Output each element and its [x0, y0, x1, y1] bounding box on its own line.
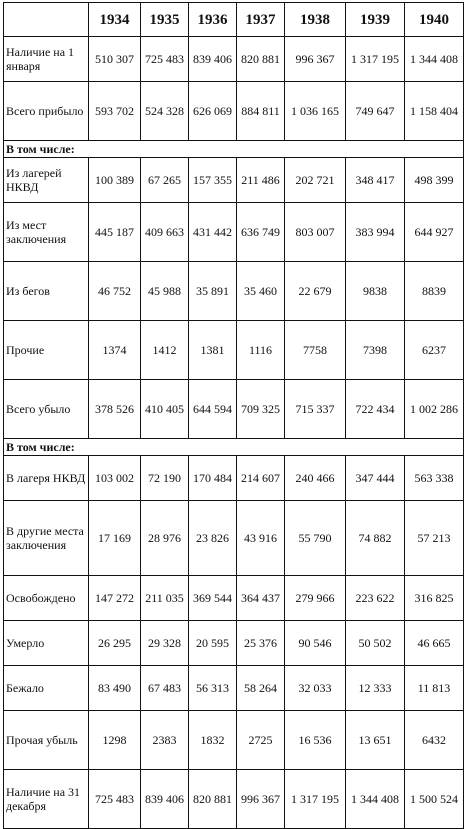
table-cell: 9838 [346, 262, 405, 321]
table-cell: 100 389 [89, 158, 141, 203]
table-cell: 709 325 [237, 380, 285, 439]
table-cell: 28 976 [141, 501, 189, 576]
table-cell: 83 490 [89, 666, 141, 711]
table-cell: 67 265 [141, 158, 189, 203]
table-row [4, 37, 464, 82]
table-cell: 1298 [89, 711, 141, 770]
table-cell: 2725 [237, 711, 285, 770]
table-row [4, 82, 464, 141]
table-cell: 6237 [405, 321, 464, 380]
table-cell: 240 466 [285, 456, 346, 501]
table-cell: 445 187 [89, 203, 141, 262]
table-cell: 803 007 [285, 203, 346, 262]
table-cell: 11 813 [405, 666, 464, 711]
table-row [4, 203, 464, 262]
row-label: В лагеря НКВД [4, 456, 89, 501]
table-cell: 1 317 195 [285, 770, 346, 829]
table-cell: 510 307 [89, 37, 141, 82]
table-cell: 26 295 [89, 621, 141, 666]
table-cell: 29 328 [141, 621, 189, 666]
table-cell: 1374 [89, 321, 141, 380]
table-cell: 17 169 [89, 501, 141, 576]
year-header-row [4, 3, 464, 37]
table-cell: 2383 [141, 711, 189, 770]
table-cell: 1 344 408 [346, 770, 405, 829]
table-cell: 211 035 [141, 576, 189, 621]
table-cell: 214 607 [237, 456, 285, 501]
table-row [4, 262, 464, 321]
table-cell: 170 484 [189, 456, 237, 501]
table-cell: 25 376 [237, 621, 285, 666]
table-cell: 46 752 [89, 262, 141, 321]
table-cell: 279 966 [285, 576, 346, 621]
table-cell: 57 213 [405, 501, 464, 576]
year-header: 1939 [346, 3, 405, 37]
table-cell: 431 442 [189, 203, 237, 262]
table-cell: 725 483 [141, 37, 189, 82]
table-cell: 20 595 [189, 621, 237, 666]
table-cell: 1 344 408 [405, 37, 464, 82]
table-cell: 6432 [405, 711, 464, 770]
table-cell: 7758 [285, 321, 346, 380]
year-header: 1936 [189, 3, 237, 37]
row-label: Из бегов [4, 262, 89, 321]
table-cell: 103 002 [89, 456, 141, 501]
table-cell: 72 190 [141, 456, 189, 501]
table-cell: 563 338 [405, 456, 464, 501]
table-cell: 1116 [237, 321, 285, 380]
table-cell: 35 460 [237, 262, 285, 321]
table-row [4, 711, 464, 770]
table-cell: 45 988 [141, 262, 189, 321]
table-cell: 1381 [189, 321, 237, 380]
table-cell: 74 882 [346, 501, 405, 576]
table-cell: 644 594 [189, 380, 237, 439]
table-row [4, 666, 464, 711]
table-cell: 410 405 [141, 380, 189, 439]
section-header-row [4, 439, 464, 456]
table-cell: 22 679 [285, 262, 346, 321]
table-cell: 56 313 [189, 666, 237, 711]
table-cell: 348 417 [346, 158, 405, 203]
table-cell: 223 622 [346, 576, 405, 621]
table-cell: 1 002 286 [405, 380, 464, 439]
row-label: Всего убыло [4, 380, 89, 439]
table-cell: 16 536 [285, 711, 346, 770]
table-cell: 644 927 [405, 203, 464, 262]
table-cell: 1 158 404 [405, 82, 464, 141]
table-cell: 35 891 [189, 262, 237, 321]
table-cell: 13 651 [346, 711, 405, 770]
section-title: В том числе: [4, 439, 464, 456]
table-cell: 1 317 195 [346, 37, 405, 82]
table-cell: 1832 [189, 711, 237, 770]
table-row [4, 576, 464, 621]
table-cell: 498 399 [405, 158, 464, 203]
table-cell: 23 826 [189, 501, 237, 576]
table-cell: 725 483 [89, 770, 141, 829]
table-cell: 636 749 [237, 203, 285, 262]
table-cell: 722 434 [346, 380, 405, 439]
table-cell: 749 647 [346, 82, 405, 141]
table-cell: 67 483 [141, 666, 189, 711]
table-cell: 8839 [405, 262, 464, 321]
table-cell: 211 486 [237, 158, 285, 203]
section-header-row [4, 141, 464, 158]
table-cell: 409 663 [141, 203, 189, 262]
table-row [4, 158, 464, 203]
row-label: Бежало [4, 666, 89, 711]
row-label: Из лагерей НКВД [4, 158, 89, 203]
table-cell: 996 367 [237, 770, 285, 829]
table-cell: 12 333 [346, 666, 405, 711]
year-header: 1938 [285, 3, 346, 37]
table-cell: 626 069 [189, 82, 237, 141]
row-label: Из мест заключения [4, 203, 89, 262]
row-label: Прочая убыль [4, 711, 89, 770]
row-label: Прочие [4, 321, 89, 380]
table-cell: 369 544 [189, 576, 237, 621]
table-cell: 55 790 [285, 501, 346, 576]
year-header: 1940 [405, 3, 464, 37]
table-cell: 1 036 165 [285, 82, 346, 141]
table-cell: 157 355 [189, 158, 237, 203]
table-cell: 820 881 [237, 37, 285, 82]
table-cell: 7398 [346, 321, 405, 380]
table-cell: 32 033 [285, 666, 346, 711]
table-cell: 58 264 [237, 666, 285, 711]
table-cell: 524 328 [141, 82, 189, 141]
table-row [4, 321, 464, 380]
section-title: В том числе: [4, 141, 464, 158]
table-cell: 839 406 [141, 770, 189, 829]
row-label: Освобождено [4, 576, 89, 621]
statistics-table [3, 2, 464, 829]
table-cell: 43 916 [237, 501, 285, 576]
table-cell: 46 665 [405, 621, 464, 666]
table-row [4, 501, 464, 576]
table-cell: 593 702 [89, 82, 141, 141]
table-cell: 996 367 [285, 37, 346, 82]
year-header: 1937 [237, 3, 285, 37]
header-corner [4, 3, 89, 37]
table-row [4, 456, 464, 501]
table-cell: 90 546 [285, 621, 346, 666]
table-cell: 347 444 [346, 456, 405, 501]
row-label: Всего прибыло [4, 82, 89, 141]
year-header: 1935 [141, 3, 189, 37]
table-cell: 147 272 [89, 576, 141, 621]
table-cell: 50 502 [346, 621, 405, 666]
year-header: 1934 [89, 3, 141, 37]
table-cell: 715 337 [285, 380, 346, 439]
table-row [4, 621, 464, 666]
table-cell: 884 811 [237, 82, 285, 141]
table-cell: 1412 [141, 321, 189, 380]
row-label: Наличие на 31 декабря [4, 770, 89, 829]
table-cell: 316 825 [405, 576, 464, 621]
table-row [4, 770, 464, 829]
row-label: В другие места заключения [4, 501, 89, 576]
row-label: Умерло [4, 621, 89, 666]
table-cell: 202 721 [285, 158, 346, 203]
table-cell: 383 994 [346, 203, 405, 262]
table-cell: 820 881 [189, 770, 237, 829]
table-cell: 1 500 524 [405, 770, 464, 829]
table-row [4, 380, 464, 439]
table-cell: 364 437 [237, 576, 285, 621]
row-label: Наличие на 1 января [4, 37, 89, 82]
table-cell: 378 526 [89, 380, 141, 439]
table-cell: 839 406 [189, 37, 237, 82]
